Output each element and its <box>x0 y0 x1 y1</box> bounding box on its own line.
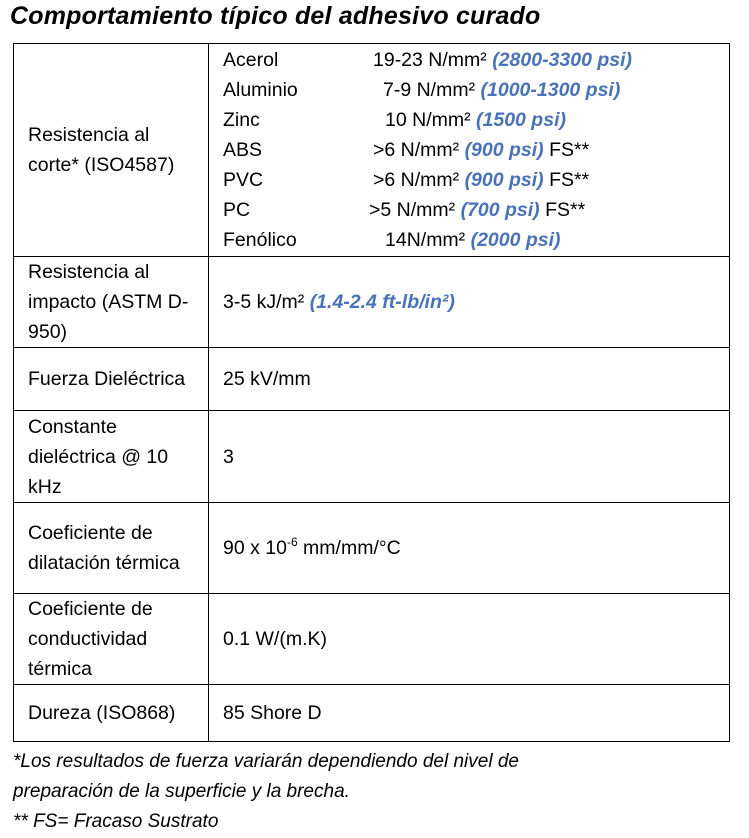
shear-metric-value: 19-23 N/mm² <box>373 49 487 71</box>
table-row-thermal-expansion <box>14 503 730 594</box>
material-name: Zinc <box>223 109 260 131</box>
impact-imperial-value: (1.4-2.4 ft-lb/in²) <box>309 291 455 313</box>
properties-table <box>13 43 730 742</box>
shear-line <box>223 165 719 195</box>
impact-metric-value: 3-5 kJ/m² <box>223 291 305 313</box>
table-row-hardness <box>14 685 730 742</box>
shear-values-cell <box>209 44 730 257</box>
shear-imperial-value: (900 psi) <box>464 169 544 191</box>
document-title: Comportamiento típico del adhesivo curado <box>10 2 541 30</box>
row-value-thermal-expansion <box>209 503 730 594</box>
thermal-expansion-unit: mm/mm/°C <box>297 537 401 559</box>
row-label-thermal-expansion: Coeficiente de dilatación térmica <box>14 503 209 594</box>
shear-suffix: FS** <box>549 169 590 191</box>
shear-line <box>223 195 719 225</box>
shear-suffix: FS** <box>549 139 590 161</box>
table-row-dielectric-constant <box>14 411 730 503</box>
row-value-hardness: 85 Shore D <box>209 685 730 742</box>
table-row-impact-strength <box>14 257 730 348</box>
shear-imperial-value: (2000 psi) <box>470 229 561 251</box>
shear-metric-value: 14N/mm² <box>385 229 466 251</box>
shear-imperial-value: (1500 psi) <box>476 109 566 131</box>
row-label-dielectric-strength: Fuerza Dieléctrica <box>14 348 209 411</box>
shear-imperial-value: (700 psi) <box>460 199 540 221</box>
shear-line <box>223 45 719 75</box>
material-name: Fenólico <box>223 229 297 251</box>
table-row-dielectric-strength <box>14 348 730 411</box>
row-label-impact-strength: Resistencia al impacto (ASTM D-950) <box>14 257 209 348</box>
table-row-shear-strength <box>14 44 730 257</box>
shear-imperial-value: (1000-1300 psi) <box>480 79 621 101</box>
row-value-thermal-conductivity: 0.1 W/(m.K) <box>209 594 730 685</box>
row-label-thermal-conductivity: Coeficiente de conductividad térmica <box>14 594 209 685</box>
material-name: Aluminio <box>223 79 298 101</box>
footnote-line: preparación de la superficie y la brecha. <box>13 781 350 802</box>
shear-metric-value: 7-9 N/mm² <box>383 79 476 101</box>
row-label-dielectric-constant: Constante dieléctrica @ 10 kHz <box>14 411 209 503</box>
shear-metric-value: >6 N/mm² <box>373 139 460 161</box>
material-name: PC <box>223 199 251 221</box>
footnotes <box>13 747 519 837</box>
footnote-line: *Los resultados de fuerza variarán dependiendo del nivel de <box>13 751 519 772</box>
shear-imperial-value: (900 psi) <box>464 139 544 161</box>
material-name: Acerol <box>223 49 279 71</box>
shear-metric-value: 10 N/mm² <box>385 109 471 131</box>
shear-line <box>223 105 719 135</box>
material-name: ABS <box>223 139 263 161</box>
thermal-expansion-exponent: -6 <box>286 535 298 549</box>
row-label-hardness: Dureza (ISO868) <box>14 685 209 742</box>
shear-metric-value: >5 N/mm² <box>369 199 456 221</box>
shear-line <box>223 75 719 105</box>
row-value-dielectric-constant: 3 <box>209 411 730 503</box>
thermal-expansion-base: 90 x 10 <box>223 537 287 559</box>
shear-imperial-value: (2800-3300 psi) <box>492 49 633 71</box>
material-name: PVC <box>223 169 264 191</box>
row-label-shear-strength: Resistencia al corte* (ISO4587) <box>14 44 209 257</box>
shear-suffix: FS** <box>545 199 586 221</box>
shear-line <box>223 225 719 255</box>
table-row-thermal-conductivity <box>14 594 730 685</box>
shear-metric-value: >6 N/mm² <box>373 169 460 191</box>
row-value-dielectric-strength: 25 kV/mm <box>209 348 730 411</box>
footnote-line: ** FS= Fracaso Sustrato <box>13 811 219 832</box>
shear-line <box>223 135 719 165</box>
row-value-impact-strength <box>209 257 730 348</box>
